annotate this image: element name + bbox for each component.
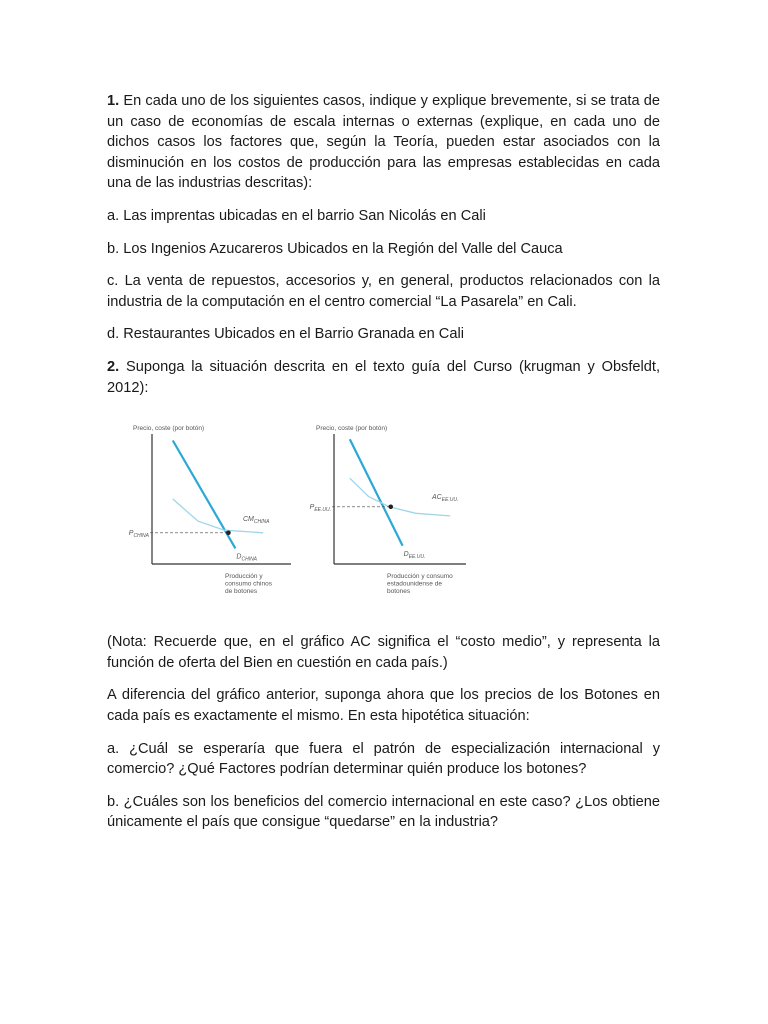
question-1 xyxy=(107,91,660,194)
question-2 xyxy=(107,357,660,398)
equilibrium-point xyxy=(226,531,231,536)
x-axis-title-line: de botones xyxy=(225,588,258,596)
x-axis-title-line: Producción y consumo xyxy=(387,573,453,581)
question-text: Suponga la situación descrita en el texto guía del Curso (krugman y Obsfeldt, 2012): xyxy=(107,358,660,396)
question-2-item-b: b. ¿Cuáles son los beneficios del comercio internacional en este caso? ¿Los obtiene únicamente el país que consigue “quedarse” en la industria? xyxy=(107,793,660,831)
average-cost-label: $CM_{CHINA}$ xyxy=(243,516,270,526)
x-axis-title-line: Producción y xyxy=(225,573,263,581)
question-number: 2. xyxy=(107,358,120,375)
question-1-item-a: a. Las imprentas ubicadas en el barrio San Nicolás en Cali xyxy=(107,207,486,224)
document-page xyxy=(107,91,660,845)
question-number: 1. xyxy=(107,93,120,109)
question-1-item-c: c. La venta de repuestos, accesorios y, en general, productos relacionados con la industria de la computación en el centro comercial “La Pasarela” en Cali. xyxy=(107,273,660,310)
x-axis-title-line: consumo chinos xyxy=(225,580,272,588)
note-paragraph: (Nota: Recuerde que, en el gráfico AC significa el “costo medio”, y representa la función de oferta del Bien en cuestión en cada país.) xyxy=(107,634,660,671)
price-label: $P_{EE.UU.}$ xyxy=(309,503,331,513)
series-line-d xyxy=(173,441,236,549)
context-paragraph: A diferencia del gráfico anterior, suponga ahora que los precios de los Botones en cada país es exactamente el mismo. En esta hipotética situación: xyxy=(107,687,660,724)
economies-of-scale-figure xyxy=(121,414,660,610)
y-axis-title: Precio, coste (por botón) xyxy=(133,425,205,433)
question-1-item-d: d. Restaurantes Ubicados en el Barrio Granada en Cali xyxy=(107,326,464,343)
equilibrium-point xyxy=(388,505,393,510)
series-line-d xyxy=(350,439,403,546)
y-axis-title: Precio, coste (por botón) xyxy=(316,425,388,433)
demand-label: $D_{EE.UU.}$ xyxy=(403,550,426,560)
question-1-item-b: b. Los Ingenios Azucareros Ubicados en la Región del Valle del Cauca xyxy=(107,240,563,257)
question-text: En cada uno de los siguientes casos, indique y explique brevemente, si se trata de un caso de economías de escala internas o externas (explique, en cada uno de dichos casos los factores que, según la Teoría, pueden estar asociados con la disminución en los costos de producción para las empresas establecidas en cada una de las industrias descritas): xyxy=(107,93,660,192)
x-axis-title-line: botones xyxy=(387,588,411,596)
price-label: $P_{CHINA}$ xyxy=(128,529,149,539)
average-cost-label: $AC_{EE.UU.}$ xyxy=(432,494,459,504)
chart-china xyxy=(121,414,296,610)
question-2-item-a: a. ¿Cuál se esperaría que fuera el patrón de especialización internacional y comercio? ¿Qué Factores podrían determinar quién produce los botones? xyxy=(107,740,660,778)
demand-label: $D_{CHINA}$ xyxy=(236,553,258,563)
x-axis-title-line: estadounidense de xyxy=(387,580,442,588)
chart-usa xyxy=(296,414,471,610)
